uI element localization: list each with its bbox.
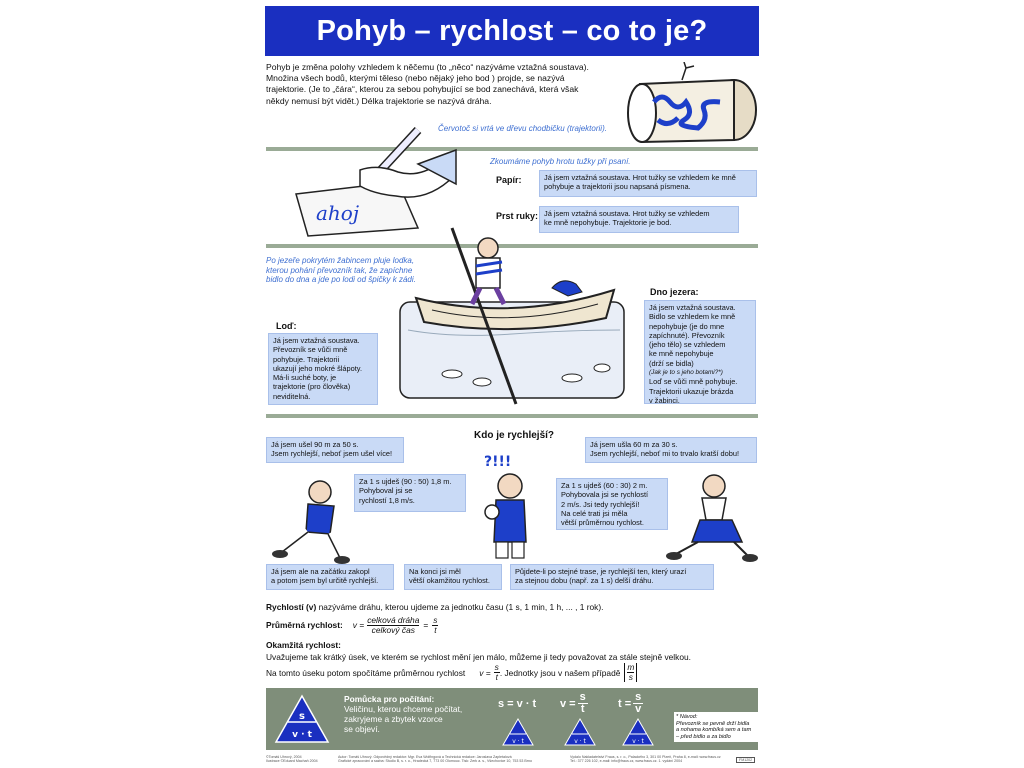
boat-caption-3: bidlo do dna a jde po lodi od špičky k zádi. [266, 275, 416, 284]
lod-text-4: ukazují jeho mokré šlápoty. [273, 363, 363, 373]
dno-italic-note: (Jak je to s jeho botami?*) [649, 369, 723, 377]
triangle-vt: v · t [292, 730, 312, 740]
mid-right-text-1: Za 1 s ujdeš (60 : 30) 2 m. [561, 481, 648, 490]
intro-line-1: Pohyb je změna polohy vzhledem k něčemu (to „něco“ nazýváme vztažná soustava). [266, 62, 589, 72]
finger-label: Prst ruky: [496, 211, 539, 221]
dno-text-3: nepohybuje (je do mne [649, 321, 725, 331]
finger-text-2: ke mně nepohybuje. Trajektorie je bod. [544, 218, 672, 228]
note-line-2: a nohama kombíká sem a tam [676, 727, 752, 734]
bottom-mid-text-1: Na konci jsi měl [409, 567, 461, 576]
footer-right [570, 755, 730, 764]
triangle-t-vt: v · t [632, 738, 644, 745]
dno-text-10: v žabinci. [649, 395, 680, 405]
lod-text-5: Má-li suché boty, je [273, 373, 337, 383]
speed-def-bold: Rychlostí (v) [266, 602, 317, 612]
right-bubble-text-2: Jsem rychlejší, neboť mi to trvalo kratší dobu! [590, 449, 740, 459]
avg-denominator: celkový čas [371, 625, 415, 635]
paper-text-2: pohybuje a trajektorii jsou napsaná písmena. [544, 182, 691, 192]
intro-line-2: Množina všech bodů, kterými těleso (nebo nějaký jeho bod ) projde, se nazývá [266, 73, 565, 84]
mid-right-text-3: 2 m/s. Jsi tedy rychlejší! [561, 499, 640, 509]
footer-right-2: Tel.: 377 226 102, e-mail: info@fraus.cz, www.fraus.cz. 1. vydání 2004 [570, 759, 683, 764]
unit-bracket [624, 663, 637, 682]
dno-label: Dno jezera: [650, 287, 699, 297]
left-walker-bubble [266, 437, 404, 463]
right-bubble-text-1: Já jsem ušla 60 m za 30 s. [590, 440, 678, 449]
dno-text-5: (jeho tělo) se vzhledem [649, 340, 726, 350]
note-line-1: Převozník se pevně drží bidla [676, 720, 750, 727]
divider-3 [266, 414, 758, 418]
unit-m: m [627, 662, 635, 672]
formula-v-frac [578, 692, 588, 715]
paper-text-1: Já jsem vztažná soustava. Hrot tužky se vzhledem ke mně [544, 173, 736, 182]
dno-text-8: Loď se vůči mně pohybuje. [649, 377, 738, 387]
helper-line-3: se objeví. [344, 724, 380, 734]
handwriting-ahoj: ahoj [316, 201, 360, 225]
footer-left [266, 755, 318, 764]
helper-line-2: zakryjeme a zbytek vzorce [344, 714, 443, 724]
footer-mid-1: Autor: Tomáš Uhrový. Odpovědný redaktor: Mgr. Eva Wolfingová a Technická redakce: Jaroslava Zapletalová [338, 755, 512, 759]
right-walker-illustration [662, 470, 758, 562]
instant-line-2c: . Jednotky jsou v našem případě [499, 667, 621, 678]
instant-speed-label: Okamžitá rychlost: [266, 640, 341, 650]
formula-v-num: s [579, 691, 586, 703]
average-speed-row [266, 616, 438, 635]
avg-numerator: celková dráha [367, 615, 420, 625]
triangle-s-vt: v · t [512, 738, 524, 745]
mid-right-bubble [556, 478, 668, 530]
dno-text-2: Bidlo se vzhledem ke mně [649, 312, 736, 322]
footer-left-1: ©Tomáš Uhrový, 2004 [266, 755, 302, 759]
avg-fraction [367, 616, 419, 635]
mid-left-text-3: rychlostí 1,8 m/s. [359, 495, 415, 505]
mid-left-text-2: Pohyboval jsi se [359, 486, 413, 496]
dno-text-6: ke mně nepohybuje [649, 349, 714, 359]
bottom-left-text-2: a potom jsem byl určitě rychlejší. [271, 576, 379, 586]
mid-left-bubble [354, 474, 466, 512]
avg-t: t [434, 625, 437, 635]
instant-s: s [494, 662, 499, 672]
helper-triangle-t [622, 718, 654, 746]
dno-text-1: Já jsem vztažná soustava. [649, 303, 736, 312]
left-bubble-text-1: Já jsem ušel 90 m za 50 s. [271, 440, 359, 449]
triangle-v-vt: v · t [574, 738, 586, 745]
footer-mid [338, 755, 548, 764]
mid-right-text-5: větší průměrnou rychlost. [561, 518, 644, 528]
formula-t-frac [633, 692, 643, 715]
helper-box [266, 688, 758, 750]
lod-text-2: Převozník se vůči mně [273, 345, 348, 355]
boat-illustration [392, 218, 632, 408]
bottom-left-text-1: Já jsem ale na začátku zakopl [271, 567, 370, 576]
dno-bubble [644, 300, 756, 404]
exclaim-marks: ?!!! [484, 454, 512, 470]
instant-t: t [495, 672, 498, 682]
dno-text-7: (drží se bidla) [649, 358, 694, 368]
avg-equals: = [423, 619, 429, 630]
timekeeper-illustration [464, 452, 554, 562]
helper-line-1: Veličinu, kterou chceme počítat, [344, 704, 463, 714]
bottom-mid-bubble [404, 564, 502, 590]
left-walker-illustration [268, 476, 354, 564]
bottom-left-bubble [266, 564, 394, 590]
pencil-caption: Zkoumáme pohyb hrotu tužky při psaní. [490, 157, 631, 166]
boat-caption-1: Po jezeře pokrytém žabincem pluje lodka, [266, 256, 415, 265]
bottom-mid-text-2: větší okamžitou rychlost. [409, 576, 490, 586]
mid-right-text-2: Pohybovala jsi se rychlostí [561, 490, 649, 500]
log-illustration [624, 62, 762, 146]
formula-t-den: v [635, 703, 642, 715]
instant-speed-block [266, 639, 764, 682]
lod-label: Loď: [276, 321, 297, 331]
instant-line-1: Uvažujeme tak krátký úsek, ve kterém se rychlost mění jen málo, můžeme ji tedy považovat za stále stejně velkou. [266, 652, 691, 662]
avg-v: v = [352, 619, 365, 630]
helper-triangle-v [564, 718, 596, 746]
formula-s: s = v · t [498, 698, 537, 710]
formula-v [560, 692, 588, 715]
woodworm-caption: Červotoč si vrtá ve dřevu chodbičku (trajektorii). [438, 124, 607, 133]
paper-label: Papír: [496, 175, 522, 185]
bottom-right-text-1: Půjdete-li po stejné trase, je rychlejší ten, který urazí [515, 567, 687, 576]
formula-v-den: t [580, 703, 585, 715]
left-bubble-text-2: Jsem rychlejší, neboť jsem ušel více! [271, 449, 393, 459]
right-walker-bubble [585, 437, 757, 463]
dno-text-9: Trajektorii ukazuje brázda [649, 386, 734, 396]
intro-line-3: trajektorie. (Je to „čára“, kterou za sebou pohybující se bod zanechává, která však [266, 84, 579, 95]
lod-text-6: trajektorie (pro člověka) [273, 382, 351, 392]
intro-line-4: někdy nemusí být vidět.) Délka trajektorie se nazývá dráha. [266, 95, 492, 106]
helper-text [344, 694, 462, 734]
unit-s: s [628, 672, 633, 682]
bottom-right-text-2: za stejnou dobu (např. za 1 s) delší dráhu. [515, 576, 654, 586]
lod-text-3: pohybuje. Trajektorii [273, 354, 340, 364]
boat-caption-2: kterou pohání převozník tak, že zapíchne [266, 265, 413, 275]
speed-heading: Kdo je rychlejší? [474, 430, 555, 441]
lod-bubble [268, 333, 378, 405]
footer-right-1: Vydalo Nakladatelství Fraus, s. r. o., Palackého 3, 301 00 Plzeň, Praha 8, e-mail: www.fraus.cz [570, 755, 721, 759]
lod-text-7: neviditelná. [273, 391, 311, 401]
speed-definition [266, 602, 603, 613]
mid-right-text-4: Na celé trati jsi měla [561, 508, 628, 518]
note-line-3: – před bidlo a za bidlo [676, 733, 731, 740]
note-title: * Návod: [676, 714, 698, 720]
avg-speed-label: Průměrná rychlost: [266, 619, 343, 630]
avg-fraction-short [432, 616, 438, 635]
speed-def-rest: nazýváme dráhu, kterou ujdeme za jednotku času (1 s, 1 min, 1 h, ... , 1 rok). [316, 602, 604, 612]
helper-title: Pomůcka pro počítání: [344, 694, 435, 704]
mid-left-text-1: Za 1 s ujdeš (90 : 50) 1,8 m. [359, 477, 452, 486]
footer-left-2: Ilustrace ©Eduard Machaň 2004 [266, 759, 318, 764]
helper-note [674, 712, 762, 742]
avg-s: s [433, 615, 438, 625]
dno-text-4: zapíchnuté). Převozník [649, 330, 725, 340]
formula-t-left: t = [618, 697, 632, 710]
helper-triangle-main [274, 694, 330, 744]
triangle-s: s [299, 711, 305, 722]
instant-line-2 [266, 663, 764, 682]
instant-line-2a: Na tomto úseku potom spočítáme průměrnou rychlost [266, 667, 466, 678]
finger-text-1: Já jsem vztažná soustava. Hrot tužky se vzhledem [544, 209, 710, 218]
footer-mid-2: Grafické zpracování a sazba: Studio B, s. r. o., Hradecká 7, 773 00 Olomouc. Tisk: Zerk a. s., Všechovice 10, 753 53 Brno [338, 759, 532, 764]
formula-t [618, 692, 643, 715]
lod-text-1: Já jsem vztažná soustava. [273, 336, 360, 345]
page-title: Pohyb – rychlost – co to je? [316, 14, 708, 47]
instant-v: v = [479, 667, 491, 678]
formula-v-left: v = [560, 697, 576, 710]
helper-triangle-s [502, 718, 534, 746]
formula-t-num: s [635, 691, 642, 703]
bottom-right-bubble [510, 564, 714, 590]
title-bar [265, 6, 759, 56]
paper-bubble [539, 170, 757, 197]
footer-code: FM1202 [736, 757, 755, 763]
intro-text [266, 62, 636, 107]
poster [258, 0, 766, 768]
